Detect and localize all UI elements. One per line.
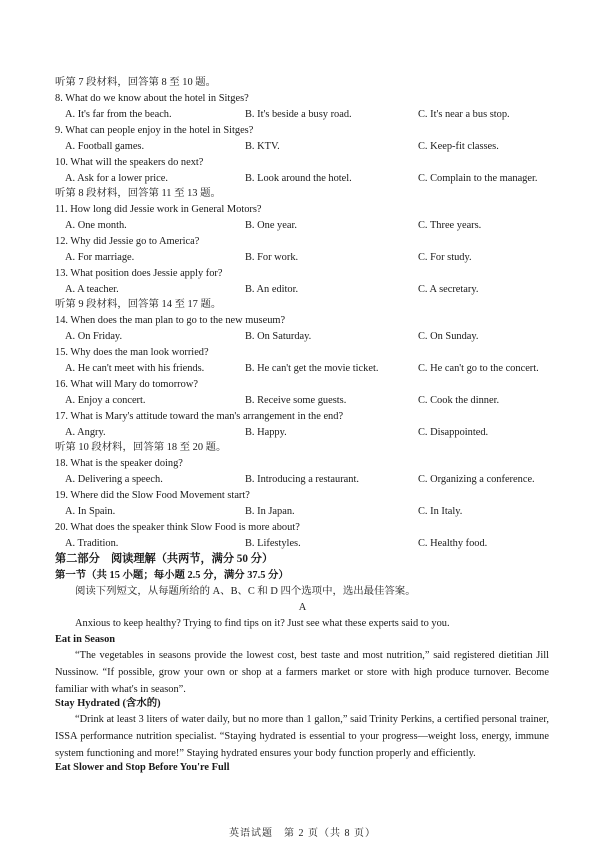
option-c: C. Healthy food. bbox=[418, 538, 488, 549]
option-a: A. In Spain. bbox=[65, 506, 116, 517]
options-14 bbox=[0, 331, 605, 345]
heading-stay-hydrated: Stay Hydrated (含水的) bbox=[55, 698, 161, 709]
heading-eat-in-season: Eat in Season bbox=[55, 634, 116, 645]
option-a: A. Ask for a lower price. bbox=[65, 173, 169, 184]
option-c: C. Disappointed. bbox=[418, 427, 489, 438]
option-b: B. One year. bbox=[245, 220, 297, 231]
option-c: C. A secretary. bbox=[418, 284, 479, 295]
option-b: B. Look around the hotel. bbox=[245, 173, 352, 184]
question-9: 9. What can people enjoy in the hotel in Sitges? bbox=[55, 125, 254, 136]
question-19: 19. Where did the Slow Food Movement start? bbox=[55, 490, 250, 501]
option-a: A. Delivering a speech. bbox=[65, 474, 163, 485]
option-a: A. One month. bbox=[65, 220, 127, 231]
option-b: B. Introducing a restaurant. bbox=[245, 474, 359, 485]
section-1-title: 第一节（共 15 小题；每小题 2.5 分，满分 37.5 分） bbox=[55, 570, 289, 581]
question-18: 18. What is the speaker doing? bbox=[55, 458, 183, 469]
question-17: 17. What is Mary's attitude toward the man's arrangement in the end? bbox=[55, 411, 344, 422]
question-12: 12. Why did Jessie go to America? bbox=[55, 236, 200, 247]
options-12 bbox=[0, 252, 605, 266]
option-a: A. On Friday. bbox=[65, 331, 123, 342]
options-11 bbox=[0, 220, 605, 234]
option-b: B. It's beside a busy road. bbox=[245, 109, 352, 120]
option-c: C. It's near a bus stop. bbox=[418, 109, 510, 120]
page-footer: 英语试题 第 2 页（共 8 页） bbox=[229, 828, 376, 839]
option-b: B. For work. bbox=[245, 252, 299, 263]
section-header-14-17: 听第 9 段材料，回答第 14 至 17 题。 bbox=[55, 299, 222, 310]
paragraph-eat-in-season: “The vegetables in seasons provide the lowest cost, best taste and most nutrition,” said registered dietitian Jill Nussinow. “If possible, grow your own or shop at a farmers market or store with high produce turnover. Become familiar with what's in season”. bbox=[55, 650, 549, 695]
option-c: C. In Italy. bbox=[418, 506, 463, 517]
option-b: B. Lifestyles. bbox=[245, 538, 301, 549]
options-18 bbox=[0, 474, 605, 488]
options-16 bbox=[0, 395, 605, 409]
question-13: 13. What position does Jessie apply for? bbox=[55, 268, 223, 279]
options-15 bbox=[0, 363, 605, 377]
option-c: C. Keep-fit classes. bbox=[418, 141, 499, 152]
option-c: C. On Sunday. bbox=[418, 331, 479, 342]
options-17 bbox=[0, 427, 605, 441]
options-19 bbox=[0, 506, 605, 520]
option-c: C. For study. bbox=[418, 252, 472, 263]
question-14: 14. When does the man plan to go to the new museum? bbox=[55, 315, 286, 326]
options-10 bbox=[0, 173, 605, 187]
options-13 bbox=[0, 284, 605, 298]
option-b: B. An editor. bbox=[245, 284, 299, 295]
option-b: B. KTV. bbox=[245, 141, 280, 152]
option-a: A. It's far from the beach. bbox=[65, 109, 172, 120]
options-8 bbox=[0, 109, 605, 123]
question-16: 16. What will Mary do tomorrow? bbox=[55, 379, 198, 390]
question-11: 11. How long did Jessie work in General Motors? bbox=[55, 204, 262, 215]
reading-instruction: 阅读下列短文，从每题所给的 A、B、C 和 D 四个选项中，选出最佳答案。 bbox=[75, 586, 416, 597]
section-header-8-10: 听第 7 段材料，回答第 8 至 10 题。 bbox=[55, 77, 217, 88]
part-2-title: 第二部分 阅读理解（共两节，满分 50 分） bbox=[55, 553, 274, 565]
section-header-18-20: 听第 10 段材料，回答第 18 至 20 题。 bbox=[55, 442, 227, 453]
option-a: A. Angry. bbox=[65, 427, 106, 438]
option-a: A. Tradition. bbox=[65, 538, 119, 549]
paragraph-stay-hydrated: “Drink at least 3 liters of water daily, but no more than 1 gallon,” said Trinity Perkins, a certified personal trainer, ISSA performance nutrition specialist. “Staying hydrated is essential to your progress—weight loss, energy, immune system functioning and more!” Staying hydrated ensures your body function properly and efficiently. bbox=[55, 714, 549, 759]
option-a: A. A teacher. bbox=[65, 284, 119, 295]
option-b: B. Happy. bbox=[245, 427, 287, 438]
question-15: 15. Why does the man look worried? bbox=[55, 347, 209, 358]
passage-label: A bbox=[298, 602, 307, 613]
option-a: A. Enjoy a concert. bbox=[65, 395, 146, 406]
option-c: C. Cook the dinner. bbox=[418, 395, 500, 406]
option-c: C. Complain to the manager. bbox=[418, 173, 538, 184]
option-b: B. In Japan. bbox=[245, 506, 295, 517]
option-b: B. On Saturday. bbox=[245, 331, 312, 342]
question-8: 8. What do we know about the hotel in Sitges? bbox=[55, 93, 249, 104]
options-9 bbox=[0, 141, 605, 155]
option-c: C. He can't go to the concert. bbox=[418, 363, 539, 374]
option-c: C. Organizing a conference. bbox=[418, 474, 535, 485]
option-b: B. Receive some guests. bbox=[245, 395, 347, 406]
heading-eat-slower: Eat Slower and Stop Before You're Full bbox=[55, 762, 230, 773]
option-a: A. He can't meet with his friends. bbox=[65, 363, 205, 374]
options-20 bbox=[0, 538, 605, 552]
option-b: B. He can't get the movie ticket. bbox=[245, 363, 379, 374]
section-header-11-13: 听第 8 段材料，回答第 11 至 13 题。 bbox=[55, 188, 221, 199]
passage-intro: Anxious to keep healthy? Trying to find tips on it? Just see what these experts said to you. bbox=[75, 618, 450, 629]
question-10: 10. What will the speakers do next? bbox=[55, 157, 204, 168]
option-a: A. Football games. bbox=[65, 141, 145, 152]
option-c: C. Three years. bbox=[418, 220, 482, 231]
option-a: A. For marriage. bbox=[65, 252, 135, 263]
question-20: 20. What does the speaker think Slow Food is more about? bbox=[55, 522, 300, 533]
